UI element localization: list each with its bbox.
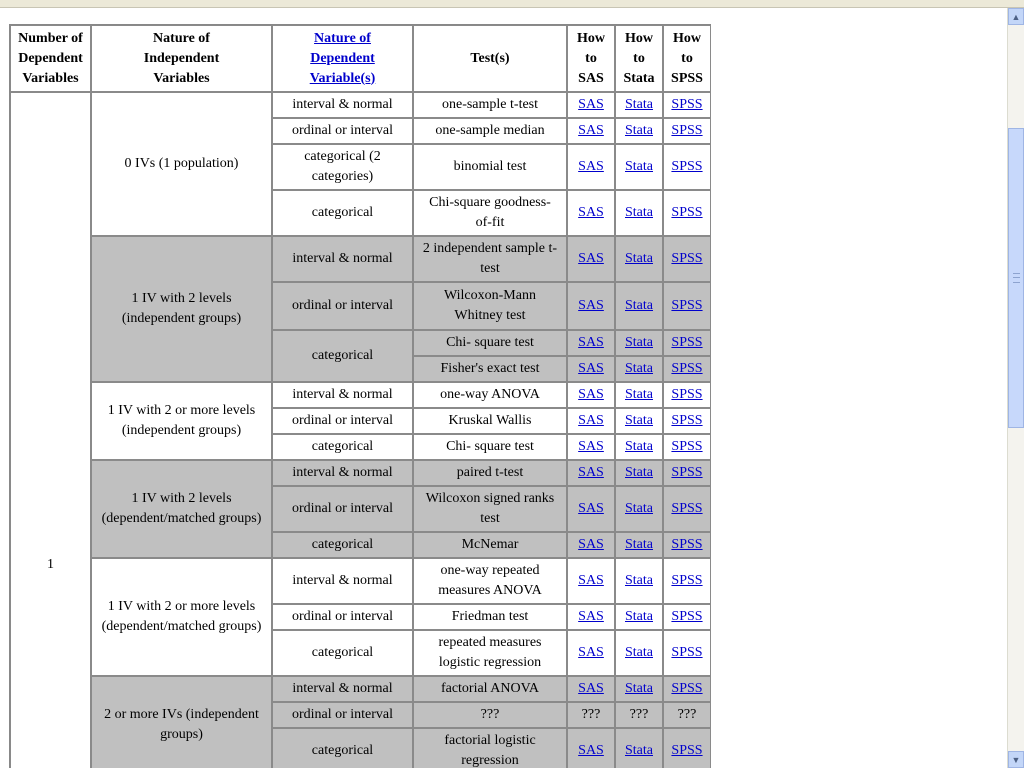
stata-link[interactable]: Stata xyxy=(625,123,653,138)
test-name: ??? xyxy=(480,707,500,722)
spss-cell xyxy=(663,460,711,486)
scroll-up-arrow-icon: ▲ xyxy=(1011,11,1021,22)
stata-cell xyxy=(615,282,663,330)
sas-link[interactable]: SAS xyxy=(578,609,604,624)
test-name: Chi-square goodness-of-fit xyxy=(429,195,551,230)
sas-cell xyxy=(567,408,615,434)
sas-cell xyxy=(567,356,615,382)
sas-link[interactable]: SAS xyxy=(578,387,604,402)
stata-link[interactable]: Stata xyxy=(625,205,653,220)
header-how-sas-text: How to SAS xyxy=(577,30,605,86)
stata-unknown: ??? xyxy=(629,707,649,722)
stata-cell xyxy=(615,604,663,630)
dv-type-cell xyxy=(272,434,413,460)
spss-cell xyxy=(663,558,711,604)
sas-link[interactable]: SAS xyxy=(578,335,604,350)
iv-group-cell xyxy=(91,676,272,768)
header-nature-iv xyxy=(91,25,272,92)
sas-link[interactable]: SAS xyxy=(578,251,604,266)
dv-type-label: categorical xyxy=(311,348,374,363)
sas-cell xyxy=(567,236,615,282)
test-name: Chi- square test xyxy=(446,439,534,454)
header-how-stata-text: How to Stata xyxy=(623,30,655,86)
sas-link[interactable]: SAS xyxy=(578,123,604,138)
dv-type-cell xyxy=(272,630,413,676)
iv-group-label: 1 IV with 2 levels (independent groups) xyxy=(121,291,242,326)
stata-link[interactable]: Stata xyxy=(625,743,653,758)
spss-link[interactable]: SPSS xyxy=(671,251,703,266)
stata-link[interactable]: Stata xyxy=(625,537,653,552)
sas-cell xyxy=(567,118,615,144)
test-name: Fisher's exact test xyxy=(440,361,540,376)
iv-group-label: 0 IVs (1 population) xyxy=(124,156,239,171)
sas-cell xyxy=(567,630,615,676)
stata-link[interactable]: Stata xyxy=(625,465,653,480)
dv-type-label: ordinal or interval xyxy=(291,413,394,428)
test-cell xyxy=(413,144,567,190)
sas-link[interactable]: SAS xyxy=(578,439,604,454)
stata-cell xyxy=(615,408,663,434)
dv-type-label: categorical xyxy=(311,205,374,220)
test-cell xyxy=(413,486,567,532)
spss-link[interactable]: SPSS xyxy=(671,537,703,552)
stata-cell xyxy=(615,676,663,702)
test-cell xyxy=(413,460,567,486)
dv-type-label: categorical xyxy=(311,537,374,552)
num-dv-cell xyxy=(10,92,91,768)
test-name: binomial test xyxy=(453,159,527,174)
page-content xyxy=(0,8,1007,768)
spss-cell xyxy=(663,118,711,144)
spss-cell xyxy=(663,676,711,702)
header-tests-text: Test(s) xyxy=(470,50,510,66)
spss-link[interactable]: SPSS xyxy=(671,681,703,696)
test-name: one-way repeated measures ANOVA xyxy=(438,563,542,598)
stata-cell xyxy=(615,532,663,558)
spss-link[interactable]: SPSS xyxy=(671,298,703,313)
stata-cell xyxy=(615,728,663,768)
test-name: Wilcoxon-Mann Whitney test xyxy=(444,288,536,323)
sas-cell xyxy=(567,190,615,236)
stata-link[interactable]: Stata xyxy=(625,387,653,402)
spss-link[interactable]: SPSS xyxy=(671,387,703,402)
spss-link[interactable]: SPSS xyxy=(671,573,703,588)
spss-link[interactable]: SPSS xyxy=(671,205,703,220)
dv-type-label: categorical (2 categories) xyxy=(304,149,381,184)
test-cell xyxy=(413,356,567,382)
iv-group-cell xyxy=(91,460,272,558)
dv-type-cell xyxy=(272,460,413,486)
test-cell xyxy=(413,558,567,604)
stata-cell xyxy=(615,356,663,382)
spss-link[interactable]: SPSS xyxy=(671,159,703,174)
dv-type-cell xyxy=(272,604,413,630)
spss-link[interactable]: SPSS xyxy=(671,465,703,480)
test-cell xyxy=(413,676,567,702)
spss-cell xyxy=(663,356,711,382)
sas-cell xyxy=(567,144,615,190)
spss-cell xyxy=(663,532,711,558)
sas-cell xyxy=(567,92,615,118)
test-name: one-sample t-test xyxy=(441,97,539,112)
spss-link[interactable]: SPSS xyxy=(671,123,703,138)
sas-link[interactable]: SAS xyxy=(578,743,604,758)
sas-cell xyxy=(567,434,615,460)
stata-link[interactable]: Stata xyxy=(625,609,653,624)
spss-cell xyxy=(663,702,711,728)
sas-cell xyxy=(567,330,615,356)
dv-type-label: ordinal or interval xyxy=(291,123,394,138)
spss-link[interactable]: SPSS xyxy=(671,609,703,624)
sas-link[interactable]: SAS xyxy=(578,205,604,220)
stata-link[interactable]: Stata xyxy=(625,501,653,516)
test-cell xyxy=(413,604,567,630)
test-name: Chi- square test xyxy=(446,335,534,350)
browser-top-edge xyxy=(0,0,1024,8)
sas-cell xyxy=(567,382,615,408)
test-name: 2 independent sample t-test xyxy=(422,241,558,276)
spss-cell xyxy=(663,330,711,356)
sas-cell xyxy=(567,604,615,630)
stata-cell xyxy=(615,460,663,486)
test-cell xyxy=(413,532,567,558)
sas-link[interactable]: SAS xyxy=(578,645,604,660)
stata-cell xyxy=(615,144,663,190)
header-nature-dv xyxy=(272,25,413,92)
spss-cell xyxy=(663,434,711,460)
iv-group-cell xyxy=(91,236,272,382)
test-name: repeated measures logistic regression xyxy=(438,635,542,670)
stata-cell xyxy=(615,558,663,604)
dv-type-cell xyxy=(272,532,413,558)
dv-type-label: categorical xyxy=(311,645,374,660)
sas-cell xyxy=(567,532,615,558)
test-name: McNemar xyxy=(461,537,519,552)
stata-cell xyxy=(615,382,663,408)
spss-cell xyxy=(663,382,711,408)
sas-cell xyxy=(567,460,615,486)
iv-group-label: 2 or more IVs (independent groups) xyxy=(104,707,259,742)
dv-type-label: interval & normal xyxy=(292,573,393,588)
stata-link[interactable]: Stata xyxy=(625,251,653,266)
stata-cell xyxy=(615,92,663,118)
header-tests xyxy=(413,25,567,92)
dv-type-label: interval & normal xyxy=(292,681,393,696)
stata-link[interactable]: Stata xyxy=(625,97,653,112)
num-dv-value: 1 xyxy=(47,557,54,572)
test-name: factorial logistic regression xyxy=(444,733,536,768)
dv-type-label: categorical xyxy=(311,439,374,454)
dv-type-label: interval & normal xyxy=(292,97,393,112)
sas-link[interactable]: SAS xyxy=(578,159,604,174)
dv-type-label: ordinal or interval xyxy=(291,298,394,313)
spss-link[interactable]: SPSS xyxy=(671,97,703,112)
dv-type-cell xyxy=(272,408,413,434)
header-how-sas xyxy=(567,25,615,92)
scroll-down-arrow-icon: ▼ xyxy=(1011,754,1021,765)
test-cell xyxy=(413,728,567,768)
test-cell xyxy=(413,236,567,282)
header-how-spss xyxy=(663,25,711,92)
stata-cell xyxy=(615,190,663,236)
test-cell xyxy=(413,382,567,408)
dv-type-cell xyxy=(272,330,413,382)
header-num-dv xyxy=(10,25,91,92)
iv-group-label: 1 IV with 2 levels (dependent/matched groups) xyxy=(101,491,262,526)
grip-icon xyxy=(1013,273,1020,283)
iv-group-cell xyxy=(91,558,272,676)
scroll-down-button[interactable] xyxy=(1008,751,1024,768)
spss-link[interactable]: SPSS xyxy=(671,645,703,660)
test-cell xyxy=(413,434,567,460)
stats-test-table xyxy=(9,24,711,768)
dv-type-cell xyxy=(272,236,413,282)
stata-cell xyxy=(615,118,663,144)
dv-type-cell xyxy=(272,190,413,236)
spss-cell xyxy=(663,408,711,434)
dv-type-label: ordinal or interval xyxy=(291,501,394,516)
spss-cell xyxy=(663,190,711,236)
test-cell xyxy=(413,408,567,434)
dv-type-cell xyxy=(272,702,413,728)
test-name: one-way ANOVA xyxy=(440,387,540,402)
stata-link[interactable]: Stata xyxy=(625,413,653,428)
test-cell xyxy=(413,282,567,330)
sas-unknown: ??? xyxy=(581,707,601,722)
header-how-stata xyxy=(615,25,663,92)
stata-cell xyxy=(615,434,663,460)
scroll-up-button[interactable] xyxy=(1008,8,1024,25)
test-name: Wilcoxon signed ranks test xyxy=(425,491,555,526)
sas-cell xyxy=(567,702,615,728)
dv-type-label: ordinal or interval xyxy=(291,707,394,722)
stata-link[interactable]: Stata xyxy=(625,335,653,350)
spss-link[interactable]: SPSS xyxy=(671,361,703,376)
header-how-spss-text: How to SPSS xyxy=(671,30,703,86)
test-cell xyxy=(413,118,567,144)
iv-group-cell xyxy=(91,92,272,236)
spss-link[interactable]: SPSS xyxy=(671,501,703,516)
test-cell xyxy=(413,330,567,356)
spss-cell xyxy=(663,604,711,630)
spss-link[interactable]: SPSS xyxy=(671,335,703,350)
spss-unknown: ??? xyxy=(677,707,697,722)
sas-link[interactable]: SAS xyxy=(578,298,604,313)
test-cell xyxy=(413,630,567,676)
stata-link[interactable]: Stata xyxy=(625,573,653,588)
test-name: one-sample median xyxy=(435,123,545,138)
dv-type-cell xyxy=(272,382,413,408)
spss-link[interactable]: SPSS xyxy=(671,743,703,758)
spss-cell xyxy=(663,236,711,282)
dv-type-cell xyxy=(272,282,413,330)
sas-link[interactable]: SAS xyxy=(578,413,604,428)
stata-cell xyxy=(615,486,663,532)
stata-link[interactable]: Stata xyxy=(625,681,653,696)
sas-link[interactable]: SAS xyxy=(578,361,604,376)
scrollbar-thumb[interactable] xyxy=(1008,128,1024,428)
dv-type-label: interval & normal xyxy=(292,465,393,480)
spss-cell xyxy=(663,92,711,118)
dv-type-cell xyxy=(272,118,413,144)
sas-cell xyxy=(567,676,615,702)
dv-type-label: interval & normal xyxy=(292,387,393,402)
stata-cell xyxy=(615,330,663,356)
stata-cell xyxy=(615,236,663,282)
sas-cell xyxy=(567,486,615,532)
test-name: factorial ANOVA xyxy=(440,681,540,696)
dv-type-cell xyxy=(272,92,413,118)
dv-type-label: interval & normal xyxy=(292,251,393,266)
dv-type-cell xyxy=(272,728,413,768)
test-name: Friedman test xyxy=(451,609,529,624)
stata-link[interactable]: Stata xyxy=(625,361,653,376)
spss-link[interactable]: SPSS xyxy=(671,413,703,428)
stata-cell xyxy=(615,702,663,728)
sas-link[interactable]: SAS xyxy=(578,537,604,552)
sas-link[interactable]: SAS xyxy=(578,573,604,588)
iv-group-label: 1 IV with 2 or more levels (dependent/matched groups) xyxy=(101,599,262,634)
dv-type-cell xyxy=(272,558,413,604)
sas-cell xyxy=(567,558,615,604)
test-cell xyxy=(413,92,567,118)
iv-group-cell xyxy=(91,382,272,460)
test-name: paired t-test xyxy=(456,465,524,480)
sas-cell xyxy=(567,282,615,330)
header-nature-iv-text: Nature of Independent Variables xyxy=(143,30,220,86)
stata-cell xyxy=(615,630,663,676)
test-cell xyxy=(413,190,567,236)
nature-dv-link[interactable]: Nature of Dependent Variable(s) xyxy=(309,30,376,86)
header-num-dv-text: Number of Dependent Variables xyxy=(18,30,83,86)
sas-cell xyxy=(567,728,615,768)
dv-type-label: categorical xyxy=(311,743,374,758)
test-name: Kruskal Wallis xyxy=(448,413,532,428)
test-cell xyxy=(413,702,567,728)
spss-cell xyxy=(663,486,711,532)
stata-link[interactable]: Stata xyxy=(625,439,653,454)
dv-type-cell xyxy=(272,486,413,532)
sas-link[interactable]: SAS xyxy=(578,97,604,112)
dv-type-cell xyxy=(272,144,413,190)
spss-cell xyxy=(663,144,711,190)
spss-cell xyxy=(663,728,711,768)
dv-type-label: ordinal or interval xyxy=(291,609,394,624)
iv-group-label: 1 IV with 2 or more levels (independent groups) xyxy=(107,403,256,438)
spss-cell xyxy=(663,282,711,330)
vertical-scrollbar[interactable] xyxy=(1007,8,1024,768)
spss-cell xyxy=(663,630,711,676)
dv-type-cell xyxy=(272,676,413,702)
stata-link[interactable]: Stata xyxy=(625,159,653,174)
spss-link[interactable]: SPSS xyxy=(671,439,703,454)
stata-link[interactable]: Stata xyxy=(625,298,653,313)
sas-link[interactable]: SAS xyxy=(578,465,604,480)
sas-link[interactable]: SAS xyxy=(578,681,604,696)
sas-link[interactable]: SAS xyxy=(578,501,604,516)
stata-link[interactable]: Stata xyxy=(625,645,653,660)
